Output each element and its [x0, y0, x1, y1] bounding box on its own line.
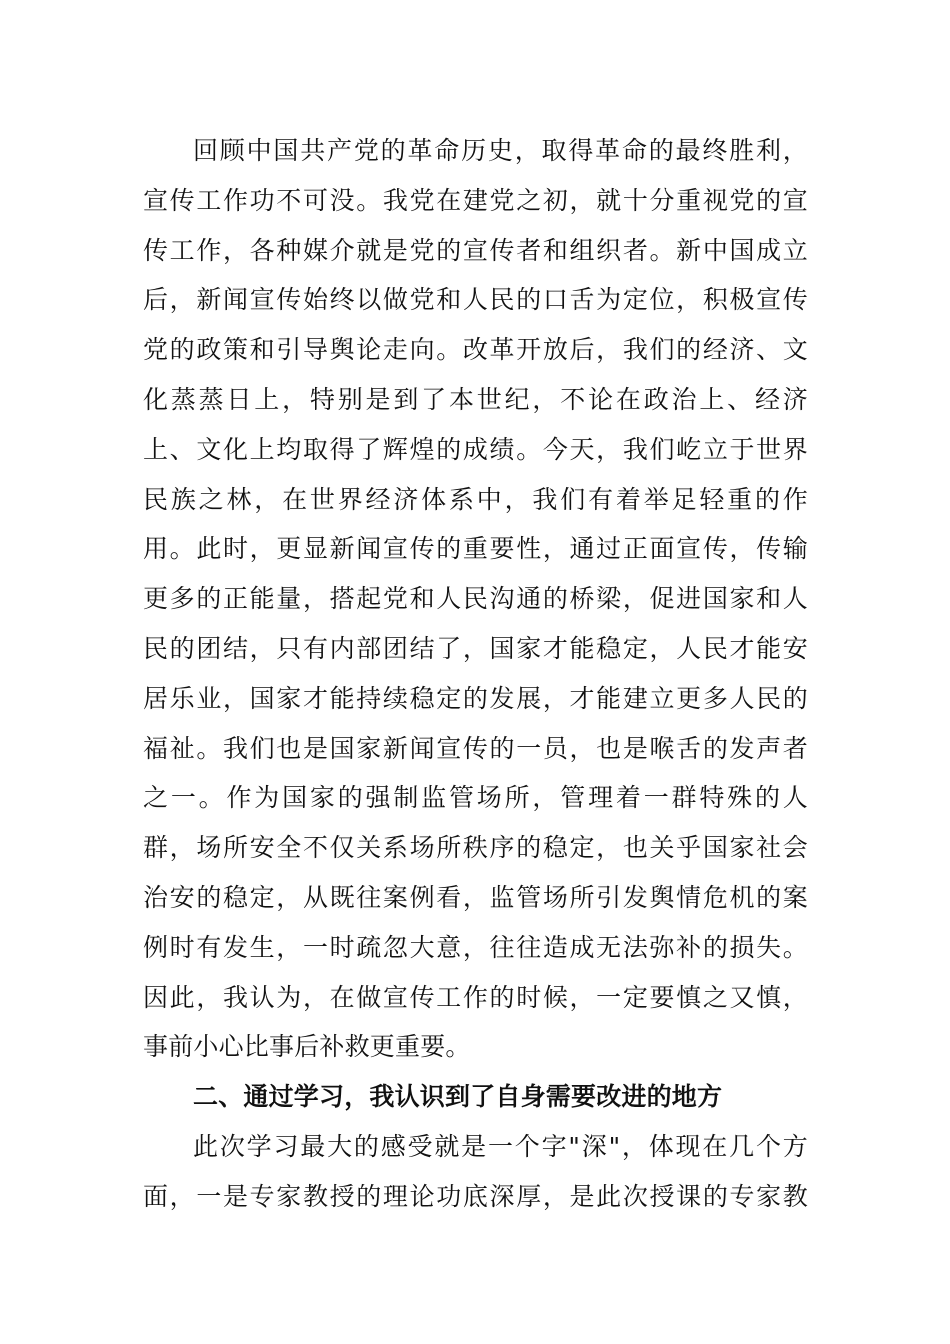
text-line: 此次学习最大的感受就是一个字"深"，体现在几个方 [193, 1131, 808, 1161]
text-line: 之一。作为国家的强制监管场所，管理着一群特殊的人 [143, 783, 808, 813]
text-line: 传工作，各种媒介就是党的宣传者和组织者。新中国成立 [143, 235, 808, 265]
text-line: 更多的正能量，搭起党和人民沟通的桥梁，促进国家和人 [143, 584, 808, 614]
text-line: 治安的稳定，从既往案例看，监管场所引发舆情危机的案 [143, 882, 808, 912]
text-line: 党的政策和引导舆论走向。改革开放后，我们的经济、文 [143, 335, 808, 365]
text-line: 后，新闻宣传始终以做党和人民的口舌为定位，积极宣传 [143, 285, 808, 315]
text-line: 宣传工作功不可没。我党在建党之初，就十分重视党的宣 [143, 185, 808, 215]
paragraph-propaganda-history [143, 126, 808, 1072]
text-line: 用。此时，更显新闻宣传的重要性，通过正面宣传，传输 [143, 534, 808, 564]
text-line: 民族之林，在世界经济体系中，我们有着举足轻重的作 [143, 484, 808, 514]
section-heading: 二、通过学习，我认识到了自身需要改进的地方 [193, 1082, 723, 1112]
text-line: 因此，我认为，在做宣传工作的时候，一定要慎之又慎， [143, 982, 808, 1012]
text-line: 居乐业，国家才能持续稳定的发展，才能建立更多人民的 [143, 683, 808, 713]
text-line: 福祉。我们也是国家新闻宣传的一员，也是喉舌的发声者 [143, 733, 808, 763]
text-line: 例时有发生，一时疏忽大意，往往造成无法弥补的损失。 [143, 932, 808, 962]
text-line: 事前小心比事后补救更重要。 [143, 1032, 471, 1062]
text-line: 民的团结，只有内部团结了，国家才能稳定，人民才能安 [143, 633, 808, 663]
document-body [143, 126, 808, 1222]
text-line: 群，场所安全不仅关系场所秩序的稳定，也关乎国家社会 [143, 833, 808, 863]
text-line: 回顾中国共产党的革命历史，取得革命的最终胜利， [193, 136, 808, 165]
text-line: 化蒸蒸日上，特别是到了本世纪，不论在政治上、经济 [143, 384, 808, 414]
text-line: 面，一是专家教授的理论功底深厚，是此次授课的专家教 [143, 1181, 808, 1211]
paragraph-learning-impressions [143, 1122, 808, 1222]
text-line: 上、文化上均取得了辉煌的成绩。今天，我们屹立于世界 [143, 434, 808, 464]
